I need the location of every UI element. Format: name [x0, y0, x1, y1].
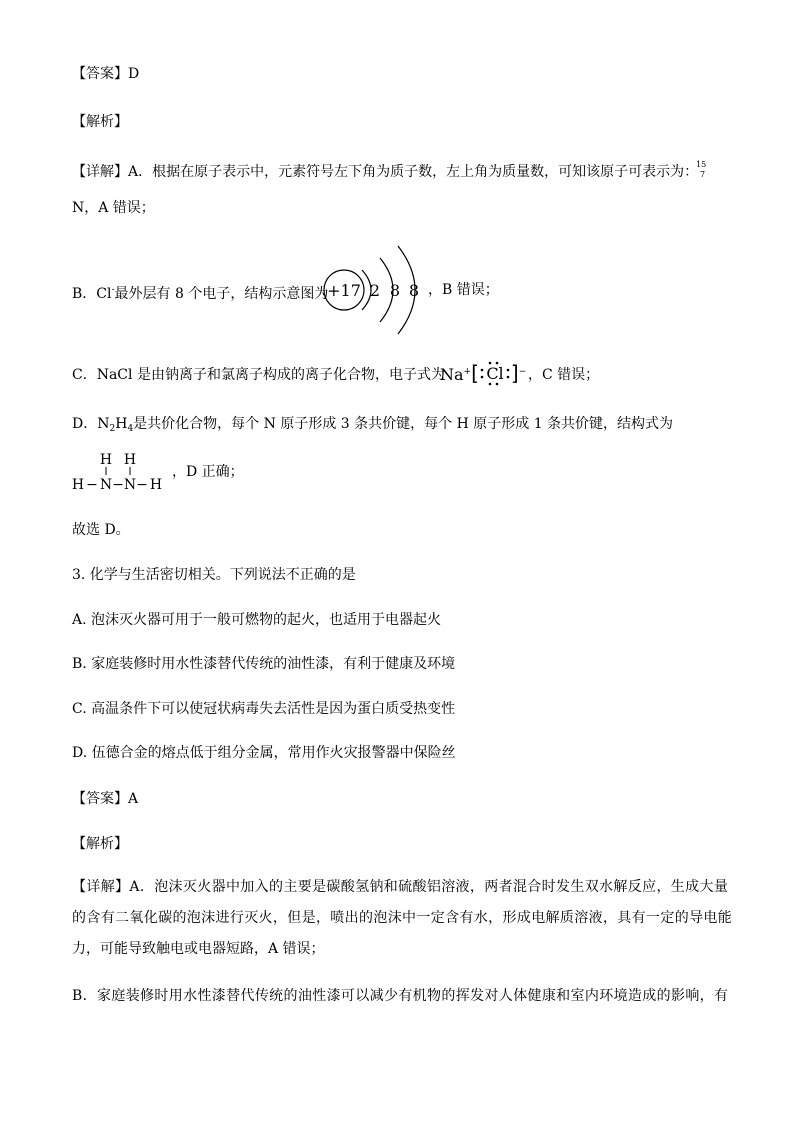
h-atom-top-2: H: [123, 452, 137, 468]
detail-paragraph-line: B．家庭装修时用水性漆替代传统的油性漆可以减少有机物的挥发对人体健康和室内环境造成的影响，有: [72, 988, 729, 1004]
chloride-structure-diagram: [322, 244, 442, 336]
h-atom-top-1: H: [99, 452, 113, 468]
detail-d-prefix: D．N: [72, 416, 110, 432]
h-subscript: 4: [127, 424, 134, 434]
detail-paragraph-line: 的含有二氧化碳的泡沫进行灭火，但是，喷出的泡沫中一定含有水，形成电解质溶液，具有一定的导电能: [72, 910, 733, 926]
detail-b-suffix: ，B 错误；: [428, 282, 499, 298]
chlorine-electron-dots: [479, 360, 511, 386]
answer-label: 【答案】A: [72, 791, 139, 807]
electron-dot: [481, 376, 484, 379]
shell-electrons-1: 2: [369, 281, 381, 300]
electron-dot: [489, 383, 492, 386]
shell-electrons-3: 8: [408, 281, 420, 300]
question-option: B. 家庭装修时用水性漆替代传统的油性漆，有利于健康及环境: [72, 656, 456, 672]
detail-c-text: C．NaCl 是由钠离子和氯离子构成的离子化合物，电子式为: [72, 367, 445, 383]
answer-label: 【答案】D: [72, 66, 140, 82]
left-bracket: [: [471, 361, 479, 385]
h-atom-right: H: [149, 477, 163, 493]
atomic-number: 7: [700, 170, 706, 179]
question-option: C. 高温条件下可以使冠状病毒失去活性是因为蛋白质受热变性: [72, 701, 456, 717]
hydrazine-structural-formula: [72, 448, 172, 496]
detail-b-text: 最外层有 8 个电子，结构示意图为: [114, 286, 329, 302]
anion-charge: −: [518, 367, 527, 377]
detail-a-text: 【详解】A．根据在原子表示中，元素符号左下角为质子数，左上角为质量数，可知该原子可表示为：: [72, 164, 699, 180]
bond-dash: −: [136, 477, 148, 493]
electron-dot: [507, 369, 510, 372]
electron-dot: [507, 376, 510, 379]
right-bracket: ]: [510, 361, 519, 385]
detail-c-suffix: ，C 错误；: [528, 367, 600, 383]
question-stem: 3. 化学与生活密切相关。下列说法不正确的是: [72, 567, 356, 583]
detail-d-h: H: [115, 416, 128, 432]
n-atom-2: N: [123, 477, 137, 493]
chlorine-symbol: Cl: [486, 364, 504, 383]
conclusion-text: 故选 D。: [72, 522, 130, 538]
detail-b-prefix: B．Cl: [72, 286, 112, 302]
chloride-charge: -: [111, 285, 115, 295]
mass-number: 15: [696, 160, 707, 169]
nucleus-charge: +17: [327, 281, 361, 300]
question-option: A. 泡沫灭火器可用于一般可燃物的起火，也适用于电器起火: [72, 612, 442, 628]
analysis-label: 【解析】: [72, 114, 128, 130]
electron-dot: [496, 383, 499, 386]
detail-paragraph-line: 【详解】A．泡沫灭火器中加入的主要是碳酸氢钠和硫酸铝溶液，两者混合时发生双水解反应，生成大量: [72, 879, 729, 895]
nacl-electron-formula: [440, 360, 526, 386]
detail-a-line2: N，A 错误；: [72, 200, 155, 216]
cation-symbol: Na: [440, 365, 464, 384]
detail-b-line: [72, 280, 328, 304]
detail-d-text: 是共价化合物，每个 N 原子形成 3 条共价键，每个 H 原子形成 1 条共价键，结构式为: [133, 416, 674, 432]
bond-dash: −: [86, 477, 98, 493]
detail-paragraph-line: 力，可能导致触电或电器短路，A 错误；: [72, 941, 325, 957]
bond-dash: −: [112, 477, 124, 493]
cation-charge: +: [463, 367, 472, 377]
atom-notation: [696, 160, 712, 184]
detail-d-suffix: ，D 正确；: [172, 464, 244, 480]
shell-electrons-2: 8: [389, 281, 401, 300]
question-option: D. 伍德合金的熔点低于组分金属，常用作火灾报警器中保险丝: [72, 745, 456, 761]
h-atom-left: H: [72, 477, 85, 493]
detail-d-line: [72, 414, 673, 439]
n-subscript: 2: [109, 424, 116, 434]
n-atom-1: N: [99, 477, 113, 493]
analysis-label: 【解析】: [72, 836, 128, 852]
electron-dot: [481, 369, 484, 372]
